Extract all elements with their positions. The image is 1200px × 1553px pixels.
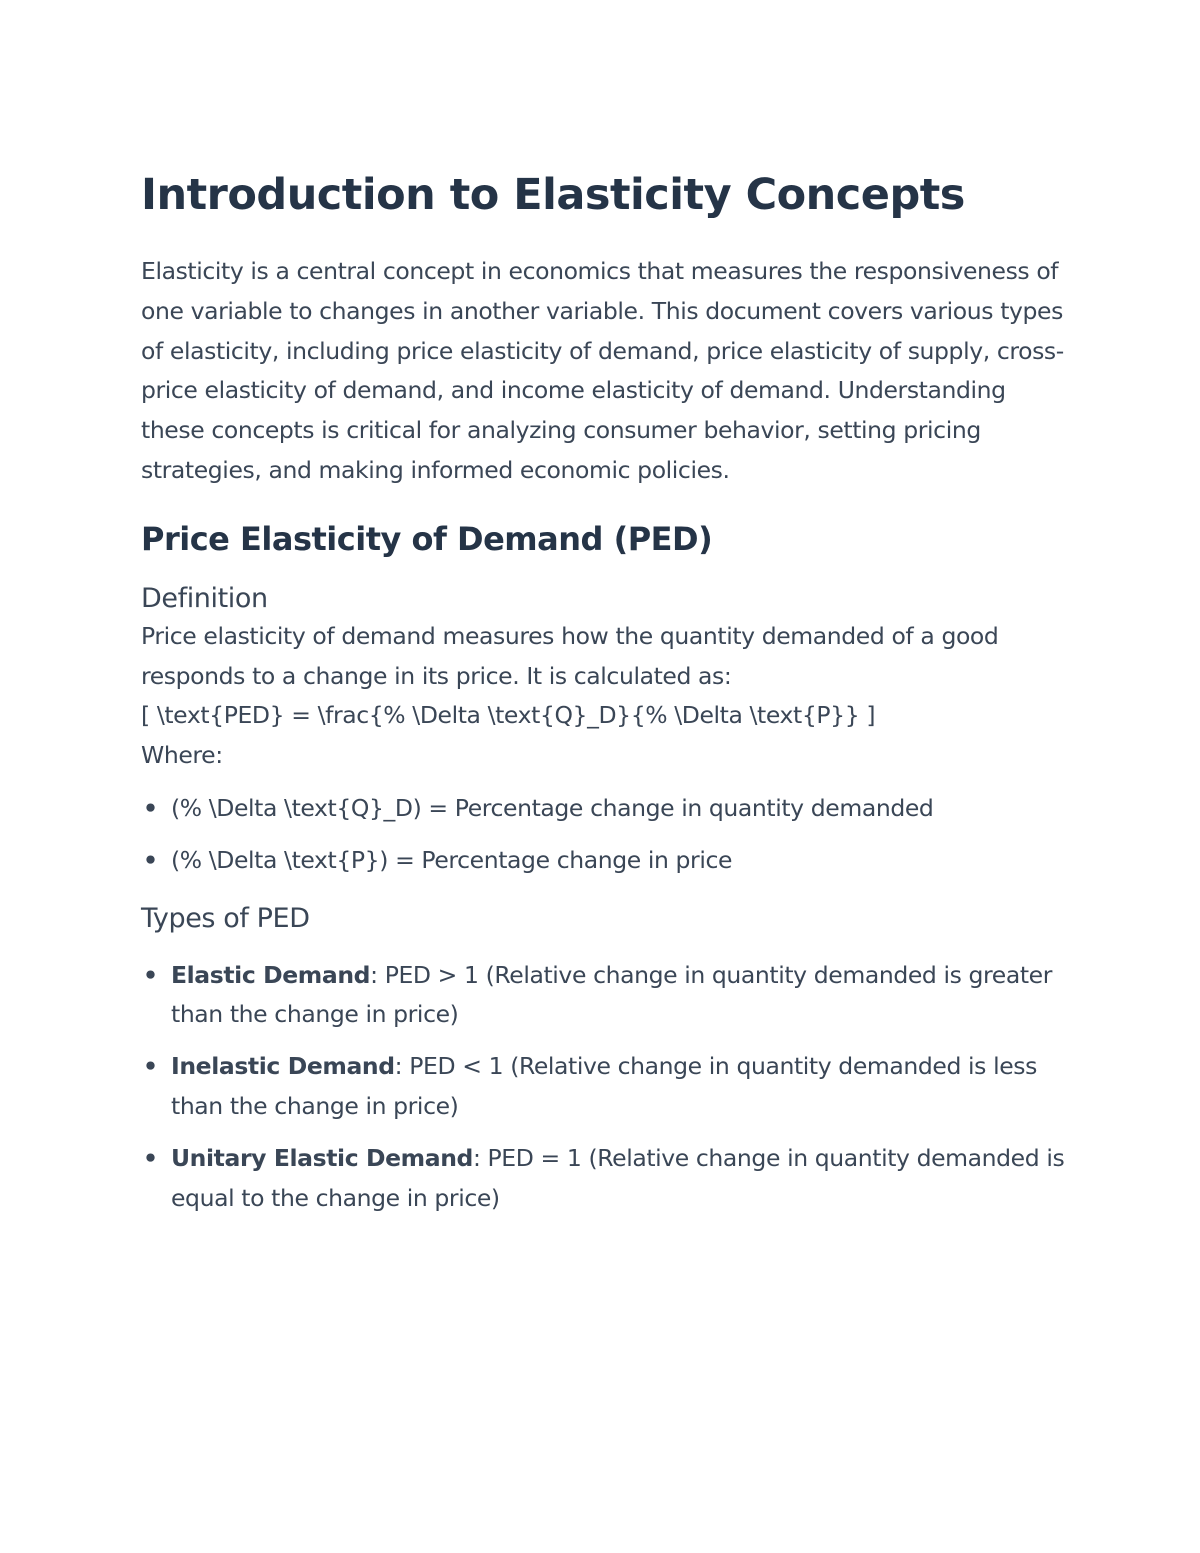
document-page — [141, 168, 1071, 1218]
list-item — [141, 956, 1071, 1036]
where-label: Where: — [141, 741, 223, 770]
document-title: Introduction to Elasticity Concepts — [141, 170, 965, 220]
types-list — [141, 956, 1071, 1219]
type-term: Unitary Elastic Demand — [171, 1143, 473, 1172]
where-item-text: (% \Delta \text{Q}_D) = Percentage change in quantity demanded — [171, 793, 934, 822]
bullet-icon: • — [143, 960, 158, 989]
bullet-icon: • — [143, 1143, 158, 1172]
where-item-text: (% \Delta \text{P}) = Percentage change in price — [171, 845, 733, 874]
list-item — [141, 841, 1071, 881]
list-item — [141, 1047, 1071, 1127]
where-list — [141, 789, 1071, 881]
intro-paragraph: Elasticity is a central concept in economics that measures the responsiveness of one variable to changes in another variable. This document covers various types of elasticity, including price elasticity of demand, price elasticity of supply, cross-price elasticity of demand, and income elasticity of demand. Understanding these concepts is critical for analyzing consumer behavior, setting pricing strategies, and making informed economic policies. — [141, 257, 1064, 484]
subheading-types-of-ped: Types of PED — [141, 902, 310, 934]
list-item — [141, 789, 1071, 829]
bullet-icon: • — [143, 793, 158, 822]
type-description: : PED > 1 (Relative change in quantity demanded is greater than the change in price) — [171, 960, 1052, 1029]
list-item — [141, 1139, 1071, 1219]
definition-paragraph: Price elasticity of demand measures how the quantity demanded of a good responds to a change in its price. It is calculated as: — [141, 621, 999, 690]
type-description: : PED < 1 (Relative change in quantity demanded is less than the change in price) — [171, 1052, 1037, 1120]
bullet-icon: • — [143, 1052, 158, 1081]
type-term: Inelastic Demand — [171, 1052, 395, 1081]
ped-formula: [ \text{PED} = \frac{% \Delta \text{Q}_D}{% \Delta \text{P}} ] — [141, 701, 876, 730]
type-term: Elastic Demand — [171, 960, 371, 989]
subheading-definition: Definition — [141, 582, 268, 614]
bullet-icon: • — [143, 845, 158, 874]
section-heading-ped: Price Elasticity of Demand (PED) — [141, 519, 713, 558]
type-description: : PED = 1 (Relative change in quantity demanded is equal to the change in price) — [171, 1143, 1065, 1212]
